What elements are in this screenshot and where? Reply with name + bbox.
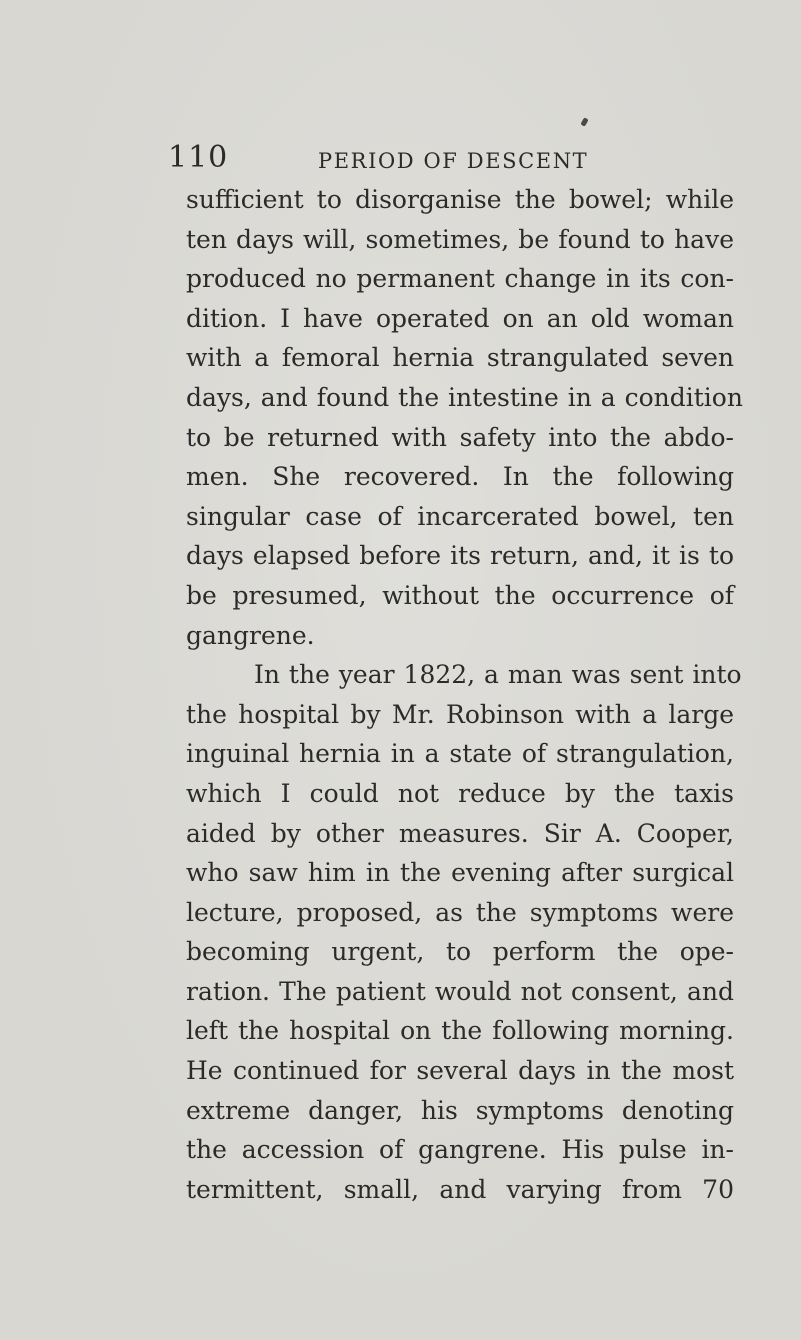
page-number: 110 [168, 140, 229, 175]
text-line: the accession of gangrene. His pulse in- [186, 1135, 734, 1165]
text-line: days elapsed before its return, and, it is to [186, 541, 734, 571]
text-line: termittent, small, and varying from 70 [186, 1174, 734, 1204]
text-line: singular case of incarcerated bowel, ten [186, 501, 734, 531]
text-line: becoming urgent, to perform the ope- [186, 937, 734, 967]
text-line: men. She recovered. In the following [186, 462, 734, 492]
text-line: to be returned with safety into the abdo- [186, 422, 734, 452]
text-line: the hospital by Mr. Robinson with a large [186, 699, 734, 729]
text-line: sufficient to disorganise the bowel; while [186, 185, 734, 214]
text-line: inguinal hernia in a state of strangulation, [186, 739, 734, 769]
text-line: who saw him in the evening after surgical [186, 858, 734, 888]
text-line: dition. I have operated on an old woman [186, 303, 734, 333]
text-line: He continued for several days in the most [186, 1056, 734, 1086]
page-header [0, 138, 801, 178]
text-line: produced no permanent change in its con- [186, 264, 734, 294]
text-line: extreme danger, his symptoms denoting [186, 1095, 734, 1125]
running-head: PERIOD OF DESCENT [318, 149, 589, 173]
text-line: be presumed, without the occurrence of [186, 580, 734, 610]
text-line: lecture, proposed, as the symptoms were [186, 897, 734, 927]
paragraph-end-line: gangrene. [186, 620, 315, 650]
ink-speck [580, 117, 588, 126]
text-line: which I could not reduce by the taxis [186, 778, 734, 808]
paragraph-start-line: In the year 1822, a man was sent into [254, 660, 742, 690]
body-text [186, 180, 743, 1209]
text-line: aided by other measures. Sir A. Cooper, [186, 818, 734, 848]
text-line: ten days will, sometimes, be found to have [186, 224, 734, 254]
text-line: ration. The patient would not consent, and [186, 976, 734, 1006]
text-line: left the hospital on the following morning. [186, 1016, 734, 1046]
text-line: days, and found the intestine in a condition [186, 382, 743, 412]
text-line: with a femoral hernia strangulated seven [186, 343, 734, 373]
